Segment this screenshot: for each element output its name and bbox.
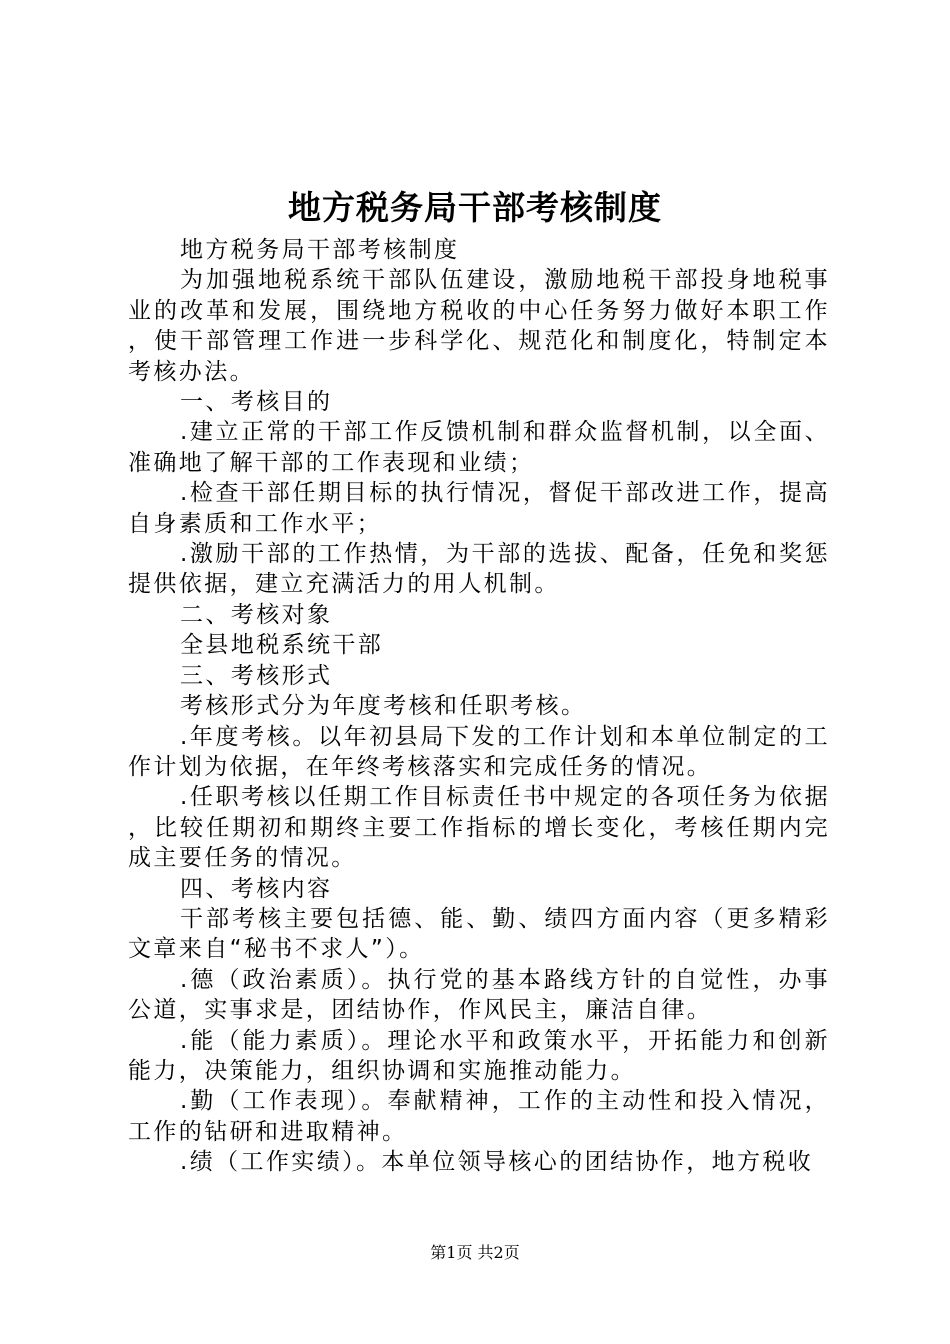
paragraph-purpose-1: .建立正常的干部工作反馈机制和群众监督机制，以全面、准确地了解干部的工作表现和业绩；: [128, 419, 830, 476]
paragraph-content-performance: .绩（工作实绩）。本单位领导核心的团结协作，地方税收: [180, 1149, 814, 1176]
paragraph-form-intro: 考核形式分为年度考核和任职考核。: [180, 693, 587, 720]
paragraph-subtitle: 地方税务局干部考核制度: [180, 237, 460, 263]
paragraph-purpose-3: .激励干部的工作热情，为干部的选拔、配备，任免和奖惩提供依据，建立充满活力的用人机制。: [128, 541, 830, 598]
section-heading-content: 四、考核内容: [180, 875, 333, 902]
paragraph-target: 全县地税系统干部: [180, 632, 384, 659]
document-title: 地方税务局干部考核制度: [288, 188, 662, 227]
paragraph-content-diligence: .勤（工作表现）。奉献精神，工作的主动性和投入情况，工作的钻研和进取精神。: [128, 1088, 830, 1145]
page-number-footer: 第1页 共2页: [430, 1243, 520, 1262]
section-heading-purpose: 一、考核目的: [180, 389, 333, 416]
paragraph-form-tenure: .任职考核以任期工作目标责任书中规定的各项任务为依据，比较任期初和期终主要工作指标的增长变化，考核任期内完成主要任务的情况。: [128, 784, 830, 872]
paragraph-purpose-2: .检查干部任期目标的执行情况，督促干部改进工作，提高自身素质和工作水平；: [128, 480, 830, 537]
paragraph-form-annual: .年度考核。以年初县局下发的工作计划和本单位制定的工作计划为依据，在年终考核落实和完成任务的情况。: [128, 723, 830, 780]
section-heading-target: 二、考核对象: [180, 601, 333, 628]
document-body: [128, 235, 830, 1178]
paragraph-content-ability: .能（能力素质）。理论水平和政策水平，开拓能力和创新能力，决策能力，组织协调和实施推动能力。: [128, 1027, 830, 1084]
paragraph-content-intro: 干部考核主要包括德、能、勤、绩四方面内容（更多精彩文章来自“秘书不求人”）。: [128, 905, 830, 963]
paragraph-intro: 为加强地税系统干部队伍建设，激励地税干部投身地税事业的改革和发展，围绕地方税收的中心任务努力做好本职工作，使干部管理工作进一步科学化、规范化和制度化，特制定本考核办法。: [128, 267, 830, 385]
section-heading-form: 三、考核形式: [180, 662, 333, 689]
paragraph-content-morality: .德（政治素质）。执行党的基本路线方针的自觉性，办事公道，实事求是，团结协作，作风民主，廉洁自律。: [128, 966, 830, 1024]
